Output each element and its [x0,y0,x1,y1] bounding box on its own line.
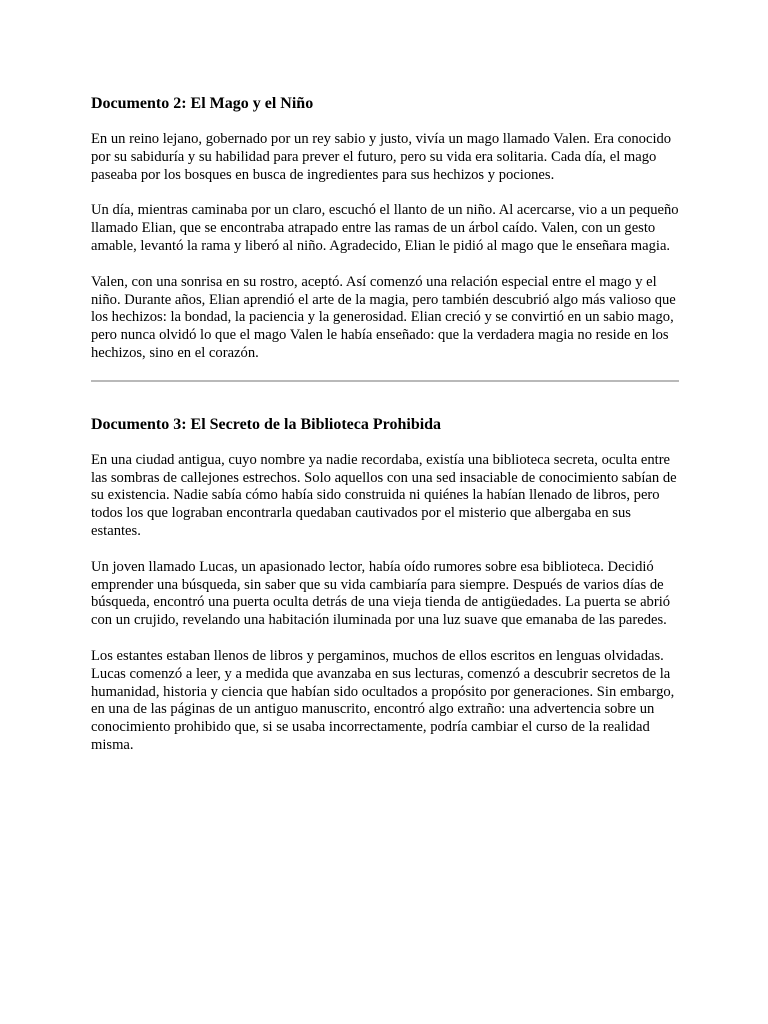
document-2-title: Documento 2: El Mago y el Niño [91,95,314,112]
document-3-paragraph-1: En una ciudad antigua, cuyo nombre ya nadie recordaba, existía una biblioteca secreta, oculta entre las sombras de callejones estrechos. Solo aquellos con una sed insaciable de conocimiento sabían de su existencia. Nadie sabía cómo había sido construida ni quiénes la habían llenado de libros, pero todos los que lograban encontrarla quedaban cautivados por el misterio que albergaba en sus estantes. [91,451,677,539]
document-3-title: Documento 3: El Secreto de la Biblioteca Prohibida [91,415,442,433]
document-2-paragraph-2: Un día, mientras caminaba por un claro, escuchó el llanto de un niño. Al acercarse, vio a un pequeño llamado Elian, que se encontraba atrapado entre las ramas de un árbol caído. Valen, con un gesto amable, levantó la rama y liberó al niño. Agradecido, Elian le pidió al mago que le enseñara magia. [91,202,679,254]
document-2-paragraph-1: En un reino lejano, gobernado por un rey sabio y justo, vivía un mago llamado Valen. Era conocido por su sabiduría y su habilidad para prever el futuro, pero su vida era solitaria. Cada día, el mago paseaba por los bosques en busca de ingredientes para sus hechizos y pociones. [91,131,672,183]
section-divider [91,380,679,382]
document-3-paragraph-3: Los estantes estaban llenos de libros y pergaminos, muchos de ellos escritos en lenguas olvidadas. Lucas comenzó a leer, y a medida que avanzaba en sus lecturas, comenzó a descubrir secretos de la humanidad, historia y ciencia que habían sido ocultados a propósito por generaciones. Sin embargo, en una de las páginas de un antiguo manuscrito, encontró algo extraño: una advertencia sobre un conocimiento prohibido que, si se usaba incorrectamente, podría cambiar el curso de la realidad misma. [91,647,675,753]
document-3-section [91,415,683,755]
document-3-paragraph-2: Un joven llamado Lucas, un apasionado lector, había oído rumores sobre esa biblioteca. Decidió emprender una búsqueda, sin saber que su vida cambiaría para siempre. Después de varios días de búsqueda, encontró una puerta oculta detrás de una vieja tienda de antigüedades. La puerta se abrió con un crujido, revelando una habitación iluminada por una luz suave que emanaba de las paredes. [91,558,671,629]
document-2-section [91,94,683,363]
document-2-paragraph-3: Valen, con una sonrisa en su rostro, aceptó. Así comenzó una relación especial entre el mago y el niño. Durante años, Elian aprendió el arte de la magia, pero también descubrió algo más valioso que los hechizos: la bondad, la paciencia y la generosidad. Elian creció y se convirtió en un sabio mago, pero nunca olvidó lo que el mago Valen le había enseñado: que la verdadera magia no reside en los hechizos, sino en el corazón. [91,273,676,361]
document-page [91,94,683,755]
